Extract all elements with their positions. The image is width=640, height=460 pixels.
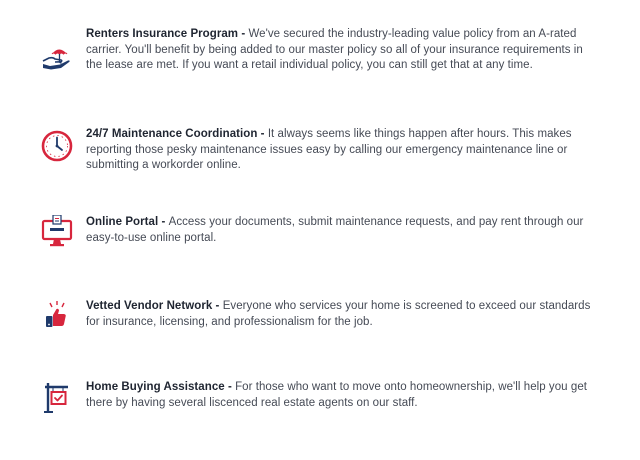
feature-title: Home Buying Assistance: [86, 381, 225, 393]
clock-icon: [40, 129, 74, 163]
feature-title: Renters Insurance Program: [86, 28, 239, 40]
feature-text: [86, 380, 592, 411]
feature-body: It always seems like things happen after hours. This makes reporting those pesky maintenance issues easy by calling our emergency maintenance line or submitting a workorder online.: [86, 128, 572, 171]
feature-body: For those who want to move onto homeownership, we'll help you get there by having several liscenced real estate agents on our staff.: [86, 381, 588, 409]
feature-text: [86, 215, 592, 246]
feature-separator: -: [212, 300, 223, 312]
feature-separator: -: [238, 28, 249, 40]
feature-body: Access your documents, submit maintenance requests, and pay rent through our easy-to-use online portal.: [86, 216, 584, 244]
insurance-umbrella-icon: [40, 41, 74, 75]
feature-title: Vetted Vendor Network: [86, 300, 213, 312]
feature-renters-insurance: [40, 27, 600, 87]
feature-separator: -: [257, 128, 268, 140]
thumbs-up-icon: [40, 299, 74, 333]
sold-sign-icon: [40, 380, 74, 414]
feature-body: We've secured the industry-leading value policy from an A-rated carrier. You'll benefit by being added to our master policy so all of your insurance requirements in the lease are met. If you want a retail individual policy, you can still get that at any time.: [86, 28, 583, 71]
cut-off-heading: [40, 0, 600, 4]
feature-separator: -: [158, 216, 169, 228]
feature-title: Online Portal: [86, 216, 159, 228]
feature-body: Everyone who services your home is screened to exceed our standards for insurance, licensing, and professionalism for the job.: [86, 300, 591, 328]
feature-online-portal: [40, 215, 600, 275]
computer-portal-icon: [40, 215, 74, 249]
feature-title: 24/7 Maintenance Coordination: [86, 128, 258, 140]
feature-text: [86, 299, 592, 330]
feature-vetted-vendor-network: [40, 299, 600, 359]
feature-text: [86, 127, 592, 174]
feature-home-buying-assistance: [40, 380, 600, 440]
feature-separator: -: [224, 381, 236, 393]
feature-maintenance-coordination: [40, 127, 600, 187]
feature-text: [86, 27, 592, 74]
